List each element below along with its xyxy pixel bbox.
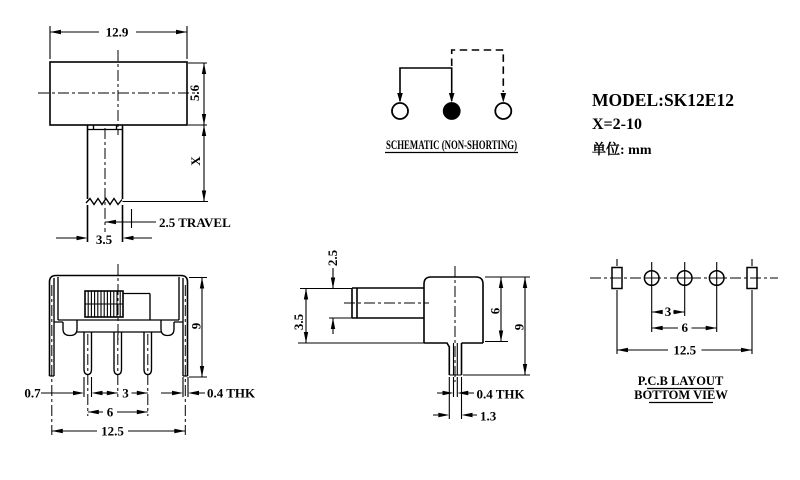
bottom-front-linework <box>41 264 207 435</box>
model-number: MODEL:SK12E12 <box>592 90 734 110</box>
dim-terminal-width: 1.3 <box>480 408 497 424</box>
pcb-caption-line2: BOTTOM VIEW <box>634 388 728 402</box>
title-block <box>592 90 734 158</box>
dim-body-height: 5.6 <box>187 84 202 102</box>
dim-pin-pitch: 3 <box>122 385 129 401</box>
dim-pcb-overall-width: 12.5 <box>673 342 697 358</box>
schematic <box>385 50 518 153</box>
side-view <box>291 249 530 423</box>
dim-pin-width: 0.7 <box>24 385 41 401</box>
dim-shaft-drop: 3.5 <box>291 313 306 331</box>
dim-overall-height-side: 9 <box>511 323 527 331</box>
dim-terminal-thickness: 0.4 THK <box>476 386 525 402</box>
front-view-linework <box>38 26 208 242</box>
dim-shaft-width: 3.5 <box>95 232 113 247</box>
bottom-front-view <box>24 264 256 439</box>
schematic-caption: SCHEMATIC (NON-SHORTING) <box>386 138 517 152</box>
dim-hole-pitch: 3 <box>664 304 672 319</box>
dim-body-width: 12.9 <box>105 24 129 40</box>
dim-overall-height: 9 <box>188 322 204 330</box>
unit-label: 单位: mm <box>592 143 652 158</box>
pcb-caption-line1: P.C.B LAYOUT <box>637 374 724 388</box>
dim-knob-height: 2.5 <box>325 249 340 267</box>
common-terminal-circle <box>444 103 460 119</box>
terminal-1-circle <box>392 103 408 119</box>
dim-body-height-side: 6 <box>487 307 503 315</box>
front-view <box>38 25 231 248</box>
pcb-layout <box>590 259 778 403</box>
dim-travel: 2.5 TRAVEL <box>159 215 231 230</box>
x-range: X=2-10 <box>592 116 642 133</box>
dim-hole-span: 6 <box>681 320 688 335</box>
dim-pin-span: 6 <box>106 404 114 420</box>
dim-bracket-thickness: 0.4 THK <box>207 385 256 401</box>
dim-shaft-length: X <box>188 156 203 166</box>
dim-overall-width: 12.5 <box>101 423 124 439</box>
terminal-3-circle <box>495 103 511 119</box>
